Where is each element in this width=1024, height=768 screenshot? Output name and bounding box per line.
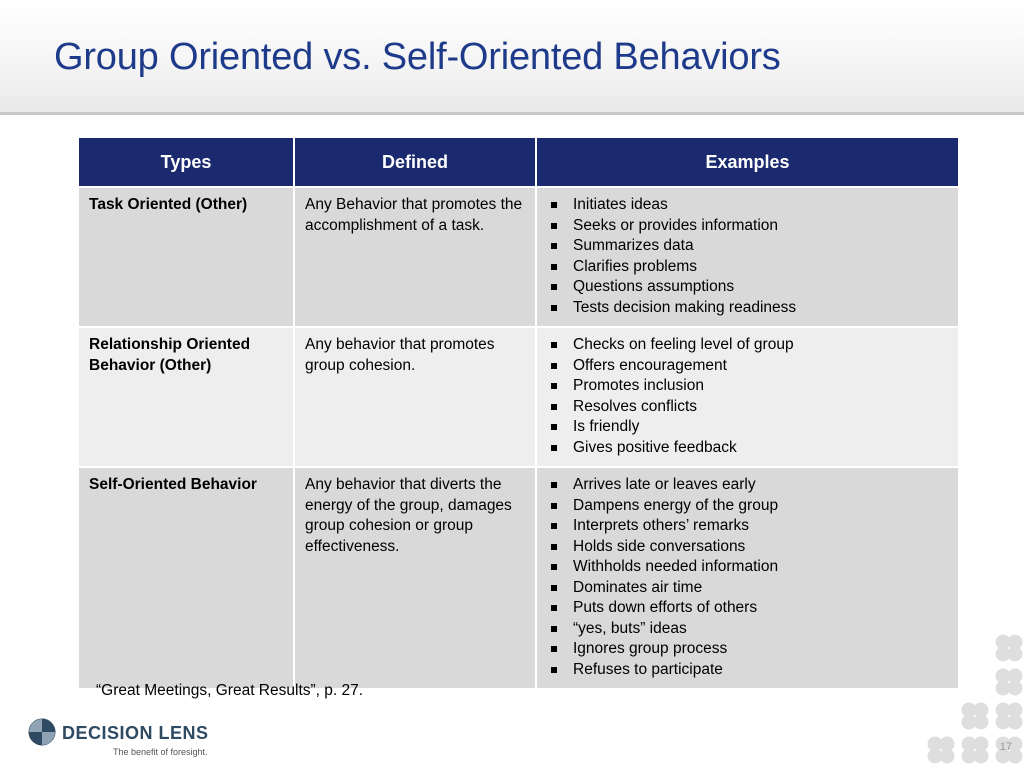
table-header-row	[78, 137, 959, 187]
examples-list	[547, 335, 948, 458]
examples-cell	[536, 327, 959, 467]
example-item: Promotes inclusion	[547, 376, 948, 397]
header-types: Types	[78, 137, 294, 187]
type-cell: Task Oriented (Other)	[78, 187, 294, 327]
example-item: Questions assumptions	[547, 277, 948, 298]
table-row-relationship	[78, 327, 959, 467]
examples-cell	[536, 467, 959, 689]
example-item: Tests decision making readiness	[547, 298, 948, 319]
example-item: Clarifies problems	[547, 257, 948, 278]
example-item: Checks on feeling level of group	[547, 335, 948, 356]
examples-cell	[536, 187, 959, 327]
example-item: Puts down efforts of others	[547, 598, 948, 619]
example-item: Withholds needed information	[547, 557, 948, 578]
example-item: Dominates air time	[547, 578, 948, 599]
example-item: Summarizes data	[547, 236, 948, 257]
defined-cell: Any behavior that promotes group cohesion.	[294, 327, 536, 467]
brand-tagline: The benefit of foresight.	[113, 747, 208, 757]
example-item: Ignores group process	[547, 639, 948, 660]
examples-list	[547, 475, 948, 680]
slide-title: Group Oriented vs. Self-Oriented Behaviors	[54, 36, 781, 78]
example-item: Is friendly	[547, 417, 948, 438]
behaviors-table	[77, 136, 960, 690]
decision-lens-logo-icon	[28, 718, 56, 746]
header-defined: Defined	[294, 137, 536, 187]
example-item: “yes, buts” ideas	[547, 619, 948, 640]
example-item: Seeks or provides information	[547, 216, 948, 237]
type-cell: Relationship Oriented Behavior (Other)	[78, 327, 294, 467]
brand-block	[28, 718, 228, 762]
example-item: Arrives late or leaves early	[547, 475, 948, 496]
example-item: Interprets others’ remarks	[547, 516, 948, 537]
defined-cell: Any Behavior that promotes the accomplishment of a task.	[294, 187, 536, 327]
header-examples: Examples	[536, 137, 959, 187]
example-item: Dampens energy of the group	[547, 496, 948, 517]
example-item: Holds side conversations	[547, 537, 948, 558]
defined-cell: Any behavior that diverts the energy of the group, damages group cohesion or group effectiveness.	[294, 467, 536, 689]
brand-name: DECISION LENS	[62, 723, 209, 743]
table-row-self	[78, 467, 959, 689]
example-item: Gives positive feedback	[547, 438, 948, 459]
example-item: Refuses to participate	[547, 660, 948, 681]
citation: “Great Meetings, Great Results”, p. 27.	[96, 682, 364, 699]
example-item: Offers encouragement	[547, 356, 948, 377]
example-item: Resolves conflicts	[547, 397, 948, 418]
type-cell: Self-Oriented Behavior	[78, 467, 294, 689]
examples-list	[547, 195, 948, 318]
table-row-task	[78, 187, 959, 327]
example-item: Initiates ideas	[547, 195, 948, 216]
page-number: 17	[999, 741, 1012, 753]
